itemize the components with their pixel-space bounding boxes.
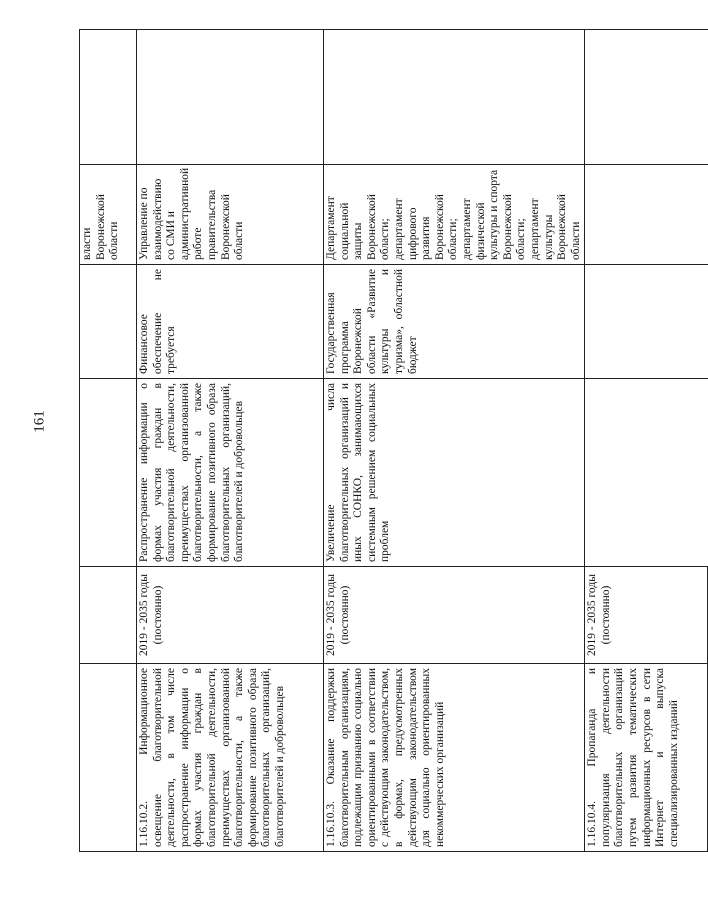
table-row bbox=[324, 30, 585, 852]
empty-cell bbox=[585, 379, 708, 567]
page-number: 161 bbox=[31, 410, 48, 433]
empty-cell bbox=[137, 30, 324, 165]
activities-table bbox=[79, 29, 708, 852]
empty-cell bbox=[80, 30, 137, 165]
activity-cell: 1.16.10.2. Информационное освещение благотворительной деятельности, в том числе распространение информации о формах участия граждан в благотворительной деятельности, преимуществах организованной благотворительности, а также формирование позитивного образа благотворительных организаций, благотворителей и добровольцев bbox=[137, 664, 324, 852]
result-cell bbox=[80, 379, 137, 567]
table-row bbox=[80, 30, 137, 852]
executor-line: Департамент социальной защиты Воронежской области; bbox=[325, 194, 392, 260]
table-row bbox=[137, 30, 324, 852]
rotated-table-wrapper bbox=[79, 30, 680, 852]
executor-line: департамент цифрового развития Воронежской области; bbox=[392, 194, 460, 260]
executor-line: департамент культуры Воронежской области bbox=[528, 194, 582, 260]
financing-cell: Финансовое обеспечение не требуется bbox=[137, 265, 324, 379]
empty-cell bbox=[585, 165, 708, 265]
period-cell: 2019 - 2035 годы (постоянно) bbox=[585, 567, 708, 664]
result-cell: Распространение информации о формах участия граждан в благотворительной деятельности, преимуществах организованной благотворительности, а также формирование позитивного образа благотворительных организаций, благотворителей и добровольцев bbox=[137, 379, 324, 567]
activity-cell: 1.16.10.3. Оказание поддержки благотворительным организациям, подлежащим признанию социально ориентированными в соответствии с действующим законодательством, в формах, предусмотренных действующим законодательством для социально ориентированных некоммерческих организаций bbox=[324, 664, 585, 852]
empty-cell bbox=[324, 30, 585, 165]
activity-cell bbox=[80, 664, 137, 852]
executor-cell: Управление по взаимодействию со СМИ и административной работе правительства Воронежской области bbox=[137, 165, 324, 265]
period-cell: 2019 - 2035 годы (постоянно) bbox=[324, 567, 585, 664]
period-cell: 2019 - 2035 годы (постоянно) bbox=[137, 567, 324, 664]
activity-cell: 1.16.10.4. Пропаганда и популяризация деятельности благотворительных организаций путем развития тематических информационных ресурсов в сети Интернет и выпуска специализированных изданий bbox=[585, 664, 708, 852]
executor-cell bbox=[324, 165, 585, 265]
financing-cell bbox=[80, 265, 137, 379]
executor-cell: власти Воронежской области bbox=[80, 165, 137, 265]
empty-cell bbox=[585, 30, 708, 165]
result-cell: Увеличение числа благотворительных организаций и иных СОНКО, занимающихся системным решением социальных проблем bbox=[324, 379, 585, 567]
period-cell bbox=[80, 567, 137, 664]
financing-cell: Государственная программа Воронежской области «Развитие культуры и туризма», областной бюджет bbox=[324, 265, 585, 379]
executor-line: департамент физической культуры и спорта Воронежской области; bbox=[460, 169, 528, 260]
table-row bbox=[585, 30, 708, 852]
empty-cell bbox=[585, 265, 708, 379]
